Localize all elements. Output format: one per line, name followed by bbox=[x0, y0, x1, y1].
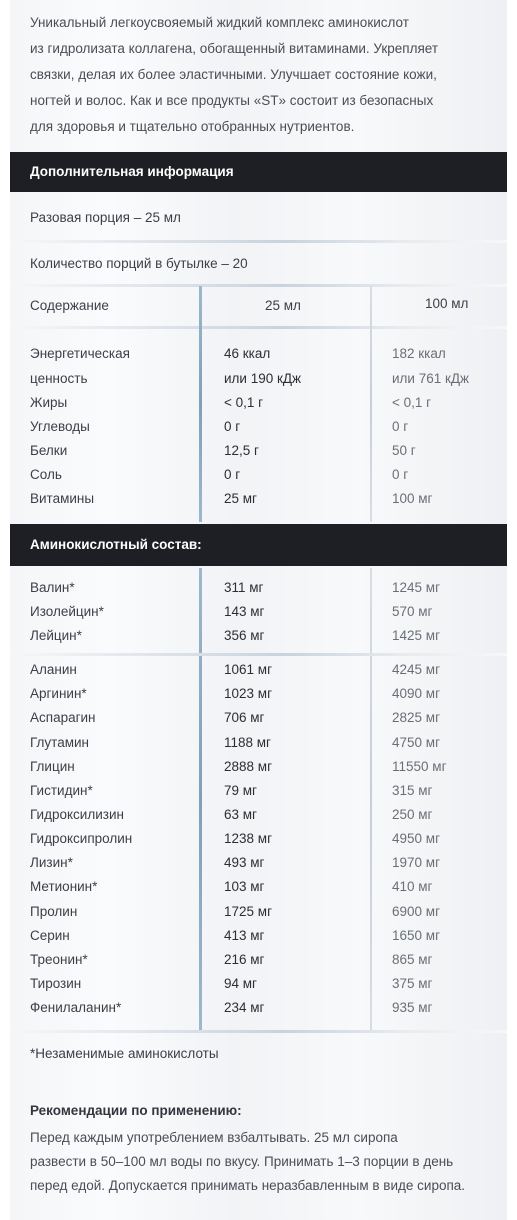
nutrition-header-100ml: 100 мл bbox=[425, 296, 469, 311]
value-100ml: 4090 мг bbox=[392, 686, 440, 701]
amino-name: Глутамин bbox=[30, 735, 89, 750]
value-100ml: 410 мг bbox=[392, 879, 433, 894]
table-row bbox=[0, 371, 517, 395]
value-100ml: 4245 мг bbox=[392, 662, 440, 677]
value-100ml: 0 г bbox=[392, 419, 409, 434]
amino-name: Изолейцин* bbox=[30, 604, 104, 619]
divider bbox=[10, 326, 507, 329]
nutrient-name: Энергетическая bbox=[30, 346, 130, 361]
value-100ml: 100 мг bbox=[392, 491, 433, 506]
nutrition-header-25ml: 25 мл bbox=[265, 298, 301, 313]
value-25ml: 1023 мг bbox=[224, 686, 272, 701]
value-25ml: 706 мг bbox=[224, 710, 265, 725]
amino-title-bar bbox=[10, 524, 507, 566]
recommendations-line: Перед каждым употреблением взбалтывать. 25 мл сиропа bbox=[30, 1130, 398, 1145]
value-25ml: 2888 мг bbox=[224, 759, 272, 774]
nutrient-name: Белки bbox=[30, 443, 68, 458]
amino-name: Гидроксипролин bbox=[30, 831, 133, 846]
amino-title: Аминокислотный состав: bbox=[30, 537, 202, 552]
table-row bbox=[0, 1000, 517, 1024]
table-row bbox=[0, 395, 517, 419]
value-25ml: 0 г bbox=[224, 467, 241, 482]
amino-name: Серин bbox=[30, 928, 70, 943]
intro-line: Уникальный легкоусвояемый жидкий комплекс аминокислот bbox=[30, 15, 409, 30]
amino-name: Лейцин* bbox=[30, 628, 82, 643]
value-25ml: 79 мг bbox=[224, 783, 257, 798]
recommendations-line: перед едой. Допускается принимать неразбавленным в виде сиропа. bbox=[30, 1178, 466, 1193]
value-100ml: 1650 мг bbox=[392, 928, 440, 943]
value-100ml: 50 г bbox=[392, 443, 416, 458]
value-25ml: 1061 мг bbox=[224, 662, 272, 677]
nutrient-name: Жиры bbox=[30, 395, 68, 410]
amino-name: Метионин* bbox=[30, 879, 98, 894]
divider bbox=[10, 240, 507, 243]
value-100ml: 182 ккал bbox=[392, 346, 446, 361]
table-row bbox=[0, 346, 517, 370]
intro-description bbox=[30, 10, 495, 140]
amino-name: Аланин bbox=[30, 662, 77, 677]
table-row bbox=[0, 807, 517, 831]
value-25ml: 63 мг bbox=[224, 807, 257, 822]
servings-per-bottle: Количество порций в бутылке – 20 bbox=[30, 256, 248, 271]
value-25ml: 103 мг bbox=[224, 879, 265, 894]
value-100ml: 865 мг bbox=[392, 952, 433, 967]
info-title-bar bbox=[10, 152, 507, 192]
value-25ml: 216 мг bbox=[224, 952, 265, 967]
table-row bbox=[0, 928, 517, 952]
intro-line: ногтей и волос. Как и все продукты «ST» состоит из безопасных bbox=[30, 93, 434, 108]
value-25ml: 0 г bbox=[224, 419, 241, 434]
value-100ml: 6900 мг bbox=[392, 904, 440, 919]
value-25ml: 356 мг bbox=[224, 628, 265, 643]
value-25ml: 493 мг bbox=[224, 855, 265, 870]
amino-name: Гидроксилизин bbox=[30, 807, 124, 822]
table-row bbox=[0, 604, 517, 628]
value-25ml: 94 мг bbox=[224, 976, 257, 991]
nutrient-name: Соль bbox=[30, 467, 62, 482]
nutrient-name: Углеводы bbox=[30, 419, 90, 434]
value-100ml: 375 мг bbox=[392, 976, 433, 991]
table-row bbox=[0, 783, 517, 807]
value-25ml: 413 мг bbox=[224, 928, 265, 943]
table-row bbox=[0, 855, 517, 879]
value-100ml: 1425 мг bbox=[392, 628, 440, 643]
value-100ml: 250 мг bbox=[392, 807, 433, 822]
table-row bbox=[0, 976, 517, 1000]
amino-name: Глицин bbox=[30, 759, 75, 774]
nutrient-name: Витамины bbox=[30, 491, 95, 506]
divider bbox=[10, 1030, 507, 1033]
table-row bbox=[0, 628, 517, 652]
table-row bbox=[0, 491, 517, 515]
value-100ml: 1970 мг bbox=[392, 855, 440, 870]
value-25ml: 12,5 г bbox=[224, 443, 259, 458]
value-25ml: 311 мг bbox=[224, 580, 264, 595]
value-100ml: 570 мг bbox=[392, 604, 433, 619]
amino-name: Гистидин* bbox=[30, 783, 93, 798]
value-25ml: 46 ккал bbox=[224, 346, 271, 361]
table-row bbox=[0, 735, 517, 759]
value-25ml: 25 мг bbox=[224, 491, 257, 506]
value-100ml: 1245 мг bbox=[392, 580, 440, 595]
value-100ml: 935 мг bbox=[392, 1000, 433, 1015]
table-row bbox=[0, 419, 517, 443]
amino-name: Треонин* bbox=[30, 952, 88, 967]
table-row bbox=[0, 467, 517, 491]
intro-line: связки, делая их более эластичными. Улучшает состояние кожи, bbox=[30, 67, 437, 82]
table-row bbox=[0, 443, 517, 467]
info-title: Дополнительная информация bbox=[30, 164, 234, 179]
table-row bbox=[0, 759, 517, 783]
table-row bbox=[0, 662, 517, 686]
value-25ml: 143 мг bbox=[224, 604, 265, 619]
amino-name: Аргинин* bbox=[30, 686, 87, 701]
portion-size: Разовая порция – 25 мл bbox=[30, 210, 181, 225]
recommendations-line: развести в 50–100 мл воды по вкусу. Принимать 1–3 порции в день bbox=[30, 1154, 454, 1169]
value-25ml: или 190 кДж bbox=[224, 371, 302, 386]
value-100ml: 4950 мг bbox=[392, 831, 440, 846]
amino-name: Аспарагин bbox=[30, 710, 96, 725]
value-25ml: 1725 мг bbox=[224, 904, 272, 919]
value-25ml: 1188 мг bbox=[224, 735, 271, 750]
amino-name: Пролин bbox=[30, 904, 78, 919]
amino-name: Валин* bbox=[30, 580, 75, 595]
value-100ml: 4750 мг bbox=[392, 735, 440, 750]
intro-line: из гидролизата коллагена, обогащенный витаминами. Укрепляет bbox=[30, 41, 439, 56]
value-100ml: или 761 кДж bbox=[392, 371, 470, 386]
table-row bbox=[0, 831, 517, 855]
amino-name: Тирозин bbox=[30, 976, 82, 991]
value-25ml: < 0,1 г bbox=[224, 395, 264, 410]
amino-name: Фенилаланин* bbox=[30, 1000, 122, 1015]
value-100ml: 0 г bbox=[392, 467, 409, 482]
value-25ml: 234 мг bbox=[224, 1000, 265, 1015]
recommendations-title: Рекомендации по применению: bbox=[30, 1103, 242, 1118]
divider bbox=[10, 653, 507, 656]
value-100ml: 2825 мг bbox=[392, 710, 440, 725]
recommendations-text bbox=[30, 1126, 500, 1198]
intro-line: для здоровья и тщательно отобранных нутриентов. bbox=[30, 119, 355, 134]
amino-name: Лизин* bbox=[30, 855, 73, 870]
table-row bbox=[0, 580, 517, 604]
value-100ml: 315 мг bbox=[392, 783, 433, 798]
table-row bbox=[0, 710, 517, 734]
table-row bbox=[0, 879, 517, 903]
table-row bbox=[0, 952, 517, 976]
nutrient-name: ценность bbox=[30, 371, 88, 386]
table-row bbox=[0, 904, 517, 928]
divider bbox=[10, 284, 507, 287]
nutrition-header-content: Содержание bbox=[30, 298, 109, 313]
value-100ml: < 0,1 г bbox=[392, 395, 432, 410]
value-25ml: 1238 мг bbox=[224, 831, 272, 846]
value-100ml: 11550 мг bbox=[392, 759, 447, 774]
essential-amino-footnote: *Незаменимые аминокислоты bbox=[30, 1046, 219, 1061]
table-row bbox=[0, 686, 517, 710]
